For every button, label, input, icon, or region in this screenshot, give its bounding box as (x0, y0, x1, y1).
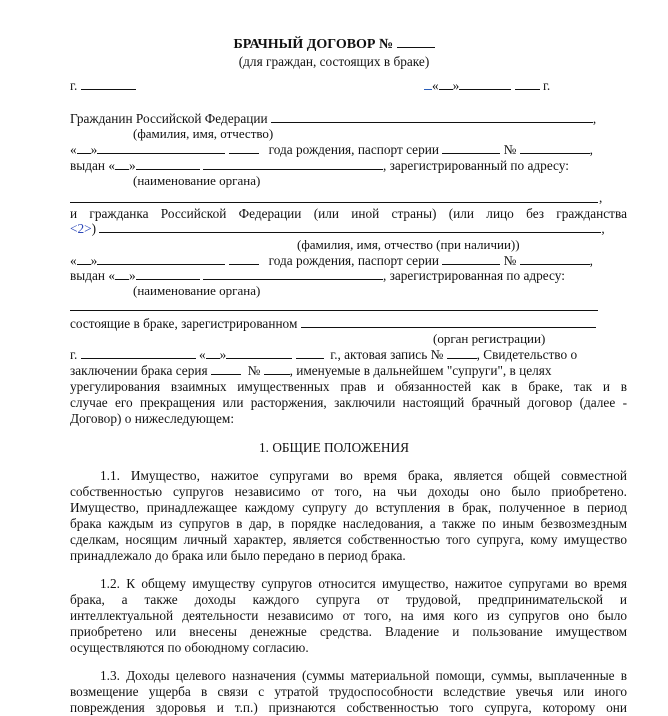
party2-name-line: <2>) , (70, 221, 605, 236)
party1-passport-number-field[interactable] (520, 142, 590, 154)
party2-number-sign: № (503, 253, 517, 268)
date-line (424, 78, 550, 94)
party1-birth-text: года рождения, паспорт серии (268, 142, 439, 157)
month-field[interactable] (459, 78, 511, 90)
marriage-text-line5: Договор) о нижеследующем: (70, 411, 235, 426)
party1-registered-text: , зарегистрированный по адресу: (382, 158, 569, 173)
party1-issued-prefix: выдан « (70, 158, 115, 173)
footnote-close: ) (91, 221, 97, 236)
date-close-quote: » (452, 78, 460, 93)
date-link-underline[interactable] (424, 78, 432, 90)
marriage-text-line4: случае его прекращения или расторжения, заключили настоящий брачный договор (далее - (70, 395, 627, 410)
party1-name-field[interactable] (271, 111, 593, 123)
party1-intro-line: Гражданин Российской Федерации , (70, 111, 597, 126)
spouses-text: , именуемые в дальнейшем "супруги", в целях (289, 363, 552, 378)
contract-number-field[interactable] (397, 36, 435, 48)
marriage-cert-line (70, 363, 552, 379)
footnote-2-link[interactable]: <2> (70, 221, 92, 236)
clause-1-2-line: 1.2. К общему имуществу супругов относится имущество, нажитое супругами во время (100, 576, 627, 591)
city-prefix: г. (70, 78, 78, 93)
clause-1-3-line: возмещение ущерба в связи с утратой трудоспособности вследствие увечья или иного (70, 684, 627, 699)
party1-birth-month-field[interactable] (97, 142, 225, 154)
clause-1-1-line: сделкам, носящим личный характер, является собственностью того супруга, кому имущество (70, 532, 627, 547)
certificate-text: , Свидетельство о (476, 347, 578, 362)
party1-issuing-authority-field[interactable] (203, 158, 383, 170)
certificate-number-field[interactable] (264, 363, 290, 375)
date-open-quote: « (432, 78, 439, 93)
document-title (0, 36, 668, 53)
year-suffix: г. (542, 78, 551, 93)
party2-issued-close: » (128, 268, 136, 283)
party1-issued-line (70, 158, 569, 174)
document-subtitle: (для граждан, состоящих в браке) (238, 54, 430, 69)
clause-1-1-line: принадлежало до брака или было передано в период брака. (70, 548, 406, 563)
party1-issued-month-field[interactable] (136, 158, 200, 170)
clause-1-1-line: собственностью супругов независимо от того, на чьи доходы оно было приобретено. (70, 484, 627, 499)
marriage-text-line3: урегулирования взаимных имущественных прав и обязанностей как в браке, так и в (70, 379, 627, 394)
section-1-heading: 1. ОБЩИЕ ПОЛОЖЕНИЯ (259, 440, 409, 455)
party1-birth-year-field[interactable] (229, 142, 259, 154)
certificate-series-field[interactable] (211, 363, 241, 375)
party2-issued-line (70, 268, 565, 284)
party2-issued-prefix: выдан « (70, 268, 115, 283)
registration-body-field[interactable] (301, 316, 596, 328)
party2-registered-text: , зарегистрированная по адресу: (382, 268, 565, 283)
party1-issued-day-field[interactable] (115, 158, 129, 170)
marriage-day-field[interactable] (206, 347, 220, 359)
city-field[interactable] (81, 78, 136, 90)
party1-address-comma: , (599, 190, 603, 205)
party1-issued-close: » (128, 158, 136, 173)
clause-1-2-line: брака, а также доходы каждого супруга от трудовой, предпринимательской и (70, 592, 627, 607)
married-line (70, 316, 596, 332)
party2-passport-series-field[interactable] (442, 253, 500, 265)
marriage-open-quote: « (198, 347, 206, 362)
party2-birth-open: « (70, 253, 77, 268)
party1-birth-open: « (70, 142, 77, 157)
party2-address-field[interactable] (70, 310, 598, 311)
party2-name-hint: (фамилия, имя, отчество (при наличии)) (297, 237, 520, 252)
party1-passport-series-field[interactable] (442, 142, 500, 154)
party2-issued-day-field[interactable] (115, 268, 129, 280)
marriage-close-quote: » (219, 347, 227, 362)
party1-org-hint: (наименование органа) (133, 173, 261, 188)
marriage-month-field[interactable] (226, 347, 292, 359)
party2-birth-close: » (90, 253, 98, 268)
party2-birth-text: года рождения, паспорт серии (268, 253, 439, 268)
party1-birth-close: » (90, 142, 98, 157)
party2-passport-number-field[interactable] (520, 253, 590, 265)
clause-1-2-line: осуществляются по обоюдному согласию. (70, 640, 309, 655)
document-title-text: БРАЧНЫЙ ДОГОВОР № (233, 37, 394, 52)
clause-1-2-line: приобретено или внесены денежные средства. Владение и пользование имуществом (70, 624, 627, 639)
party2-org-hint: (наименование органа) (133, 283, 261, 298)
year-field[interactable] (515, 78, 540, 90)
clause-1-1-line: Имущество, принадлежащее каждому супругу до вступления в брак, полученное в период (70, 500, 627, 515)
party2-intro-line: и гражданка Российской Федерации (или иной страны) (или лицо без гражданства (70, 206, 627, 221)
city-line (70, 78, 136, 94)
marriage-date-line (70, 347, 627, 363)
party2-name-field[interactable] (99, 221, 601, 233)
party2-birth-line: « » года рождения, паспорт серии № , (70, 253, 593, 268)
clause-1-1-line: брака каждым из супругов в дар, в порядке наследования, а также по иным безвозмездным (70, 516, 627, 531)
clause-1-3-line: повреждения здоровья и т.п.) признаются собственностью того супруга, которому они (70, 700, 627, 715)
clause-1-1-line: 1.1. Имущество, нажитое супругами во время брака, является общей совместной (100, 468, 627, 483)
party1-birth-day-field[interactable] (77, 142, 91, 154)
married-text: состоящие в браке, зарегистрированном (70, 316, 298, 331)
party1-intro: Гражданин Российской Федерации (70, 111, 268, 126)
party1-address-field[interactable] (70, 202, 598, 203)
marriage-year-field[interactable] (296, 347, 324, 359)
party1-number-sign: № (503, 142, 517, 157)
act-record-number-field[interactable] (447, 347, 477, 359)
party2-birth-month-field[interactable] (97, 253, 225, 265)
party1-name-hint: (фамилия, имя, отчество) (133, 126, 274, 141)
act-record-text: г., актовая запись № (330, 347, 444, 362)
marriage-city-prefix: г. (70, 347, 78, 362)
clause-1-3-line: 1.3. Доходы целевого назначения (суммы материальной помощи, суммы, выплаченные в (100, 668, 627, 683)
party2-birth-year-field[interactable] (229, 253, 259, 265)
party2-birth-day-field[interactable] (77, 253, 91, 265)
certificate-number-sign: № (247, 363, 261, 378)
party1-birth-line: « » года рождения, паспорт серии № , (70, 142, 593, 157)
marriage-city-field[interactable] (81, 347, 196, 359)
day-field[interactable] (439, 78, 453, 90)
certificate-series-text: заключении брака серия (70, 363, 208, 378)
registration-hint: (орган регистрации) (433, 331, 546, 346)
clause-1-2-line: интеллектуальной деятельности независимо от того, на имя кого из супругов оно было (70, 608, 627, 623)
party2-issued-month-field[interactable] (136, 268, 200, 280)
party2-issuing-authority-field[interactable] (203, 268, 383, 280)
